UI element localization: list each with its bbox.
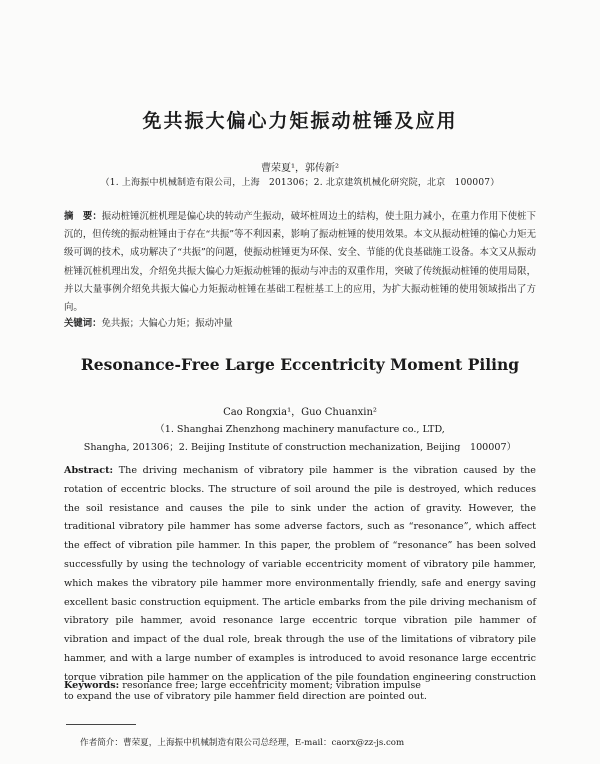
english-affiliation-line1: （1. Shanghai Zhenzhong machinery manufacture co., LTD,: [155, 424, 445, 435]
english-keywords: [64, 678, 536, 694]
author-footnote: 作者简介：曹荣夏，上海振中机械制造有限公司总经理，E-mail：caorx@zz-js.com: [80, 738, 405, 748]
english-abstract-text: The driving mechanism of vibratory pile hammer is the vibration caused by the rotation of eccentric blocks. The structure of soil around the pile is destroyed, which reduces the soil resistance and causes the pile to sink under the action of gravity. However, the traditional vibratory pile hammer has some adverse factors, such as “resonance”, which affect the effect of vibration pile hammer. In this paper, the problem of “resonance” has been solved successfully by using the technology of variable eccentricity moment of vibratory pile hammer, which makes the vibratory pile hammer more environmentally friendly, safe and energy saving excellent basic construction equipment. The article embarks from the pile driving mechanism of vibratory pile hammer, avoid resonance large eccentric torque vibration pile hammer of vibration and impact of the dual role, break through the use of the limitations of vibratory pile hammer, and with a large number of examples is introduced to avoid resonance large eccentric torque vibration pile hammer on the application of the pile foundation engineering construction to expand the use of vibratory pile hammer field direction are pointed out.: [64, 465, 536, 702]
chinese-keywords-text: 免共振；大偏心力矩；振动冲量: [101, 318, 233, 329]
english-abstract: [64, 462, 536, 706]
chinese-affiliation: （1. 上海振中机械制造有限公司，上海 201306；2. 北京建筑机械化研究院，北京 100007）: [100, 178, 500, 188]
chinese-abstract: [64, 208, 536, 317]
chinese-keywords: [64, 316, 536, 332]
english-keywords-text: resonance free; large eccentricity moment; vibration impulse: [122, 680, 421, 691]
english-abstract-label: Abstract:: [64, 465, 114, 476]
chinese-authors: 曹荣夏¹，郭传新²: [260, 163, 340, 174]
chinese-abstract-label: 摘 要：: [64, 211, 102, 222]
english-affiliation-line2: Shangha, 201306；2. Beijing Institute of construction mechanization, Beijing 100007）: [83, 442, 517, 453]
english-keywords-label: Keywords:: [64, 680, 120, 691]
english-title: Resonance-Free Large Eccentricity Moment Piling: [80, 355, 520, 374]
chinese-title: 免共振大偏心力矩振动桩锤及应用: [142, 110, 458, 132]
footnote-divider: [66, 724, 136, 725]
chinese-keywords-label: 关键词：: [64, 318, 102, 329]
english-authors: Cao Rongxia¹，Guo Chuanxin²: [223, 407, 377, 418]
chinese-abstract-text: 振动桩锤沉桩机理是偏心块的转动产生振动，破坏桩周边土的结构，使土阻力减小，在重力作用下使桩下沉的，但传统的振动桩锤由于存在“共振”等不利因素，影响了振动桩锤的使用效果。本文从振动桩锤的偏心力矩无级可调的技术，成功解决了“共振”的问题，使振动桩锤更为环保、安全、节能的优良基础施工设备。本文又从振动桩锤沉桩机理出发，介绍免共振大偏心力矩振动桩锤的振动与冲击的双重作用，突破了传统振动桩锤的使用局限，并以大量事例介绍免共振大偏心力矩振动桩锤在基础工程桩基工上的应用，为扩大振动桩锤的使用领域指出了方向。: [64, 211, 536, 314]
